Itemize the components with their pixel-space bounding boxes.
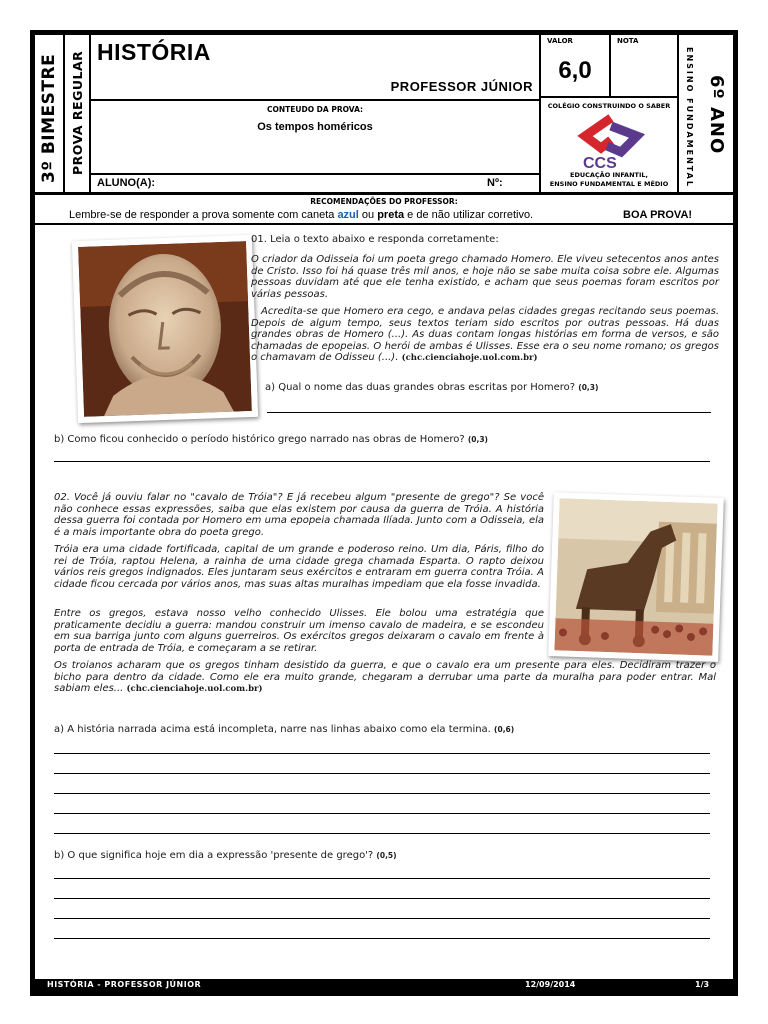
content-label: CONTEUDO DA PROVA: xyxy=(266,105,364,114)
homer-bust-photo xyxy=(72,235,258,423)
recommendations-label: RECOMENDAÇÕES DO PROFESSOR: xyxy=(310,197,458,206)
q1-question-a xyxy=(265,382,725,394)
boa-prova-label: BOA PROVA! xyxy=(623,209,693,221)
valor-box xyxy=(541,35,611,98)
q1-source: (chc.cienciahoje.uol.com.br) xyxy=(401,353,538,364)
q1-intro: 01. Leia o texto abaixo e responda corretamente: xyxy=(251,234,499,245)
q2-question-b xyxy=(54,850,714,862)
q2-paragraph-3: Entre os gregos, estava nosso velho conhecido Ulisses. Ele bolou uma estratégia que praticamente decidiu a guerra: mandou construir um imenso cavalo de madeira, e se escondeu em sua barriga junto com alguns guerreiros. Os exércitos gregos deixaram o cavalo em frente à porta de entrada de Tróia, e começaram a se retirar. xyxy=(54,608,544,654)
q1-b-points: (0,3) xyxy=(467,435,488,444)
rec-ou: ou xyxy=(358,209,378,221)
q2-a-answer-line[interactable] xyxy=(54,813,710,814)
school-name: COLÉGIO CONSTRUINDO O SABER xyxy=(547,102,671,110)
q2-b-answer-line[interactable] xyxy=(54,918,710,919)
q1-question-b xyxy=(54,434,714,446)
nota-box[interactable] xyxy=(611,35,679,98)
q1-b-text: b) Como ficou conhecido o período histórico grego narrado nas obras de Homero? xyxy=(54,434,468,445)
recommendations-text xyxy=(69,209,533,221)
nivel-label: ENSINO FUNDAMENTAL xyxy=(685,47,694,188)
student-number-field[interactable]: Nº: xyxy=(487,177,503,189)
school-logo-box xyxy=(541,98,679,192)
bimestre-label: 3º BIMESTRE xyxy=(39,53,59,183)
rec-azul: azul xyxy=(337,209,359,221)
q2-a-points: (0,6) xyxy=(494,725,515,734)
ano-label: 6º ANO xyxy=(706,75,727,155)
q1-p2-text: Acredita-se que Homero era cego, e andava pelas cidades gregas recitando seus poemas. Depois de algum tempo, seus textos teriam sido escritos por outras pessoas. Há duas grandes obras de Homero (...). As duas contam longas histórias em forma de versos, e são chamadas de epopeias. O herói de ambas é Ulisses. Esse era o seu nome romano; os gregos o chamavam de Odisseu (...). xyxy=(251,306,719,364)
rec-preta: preta xyxy=(377,209,405,221)
q2-paragraph-2: Tróia era uma cidade fortificada, capital de um grande e poderoso reino. Um dia, Páris, filho do rei de Tróia, raptou Helena, a rainha de uma cidade grega chamada Esparta. O rapto deixou vários reis gregos indignados. Eles juntaram seus exércitos e entraram em guerra contra Tróia. A cidade ficou cercada por vários anos, mas suas altas muralhas impediam que ela fosse invadida. xyxy=(54,544,544,590)
school-levels-line2: ENSINO FUNDAMENTAL E MÉDIO xyxy=(549,180,669,188)
nota-label: NOTA xyxy=(617,37,639,45)
q2-p4-text: Os troianos acharam que os gregos tinham desistido da guerra, e que o cavalo era um presente para eles. Decidiram trazer o bicho para dentro da cidade. Como ele era muito grande, chegaram a derrubar uma parte da muralha para poder entrar. Mal sabiam eles... xyxy=(54,660,716,695)
q1-a-answer-line[interactable] xyxy=(267,412,711,413)
q1-a-text: a) Qual o nome das duas grandes obras escritas por Homero? xyxy=(265,382,579,393)
q2-a-text: a) A história narrada acima está incompleta, narre nas linhas abaixo como ela termina. xyxy=(54,724,495,735)
nivel-box xyxy=(679,35,697,192)
q2-b-answer-line[interactable] xyxy=(54,938,710,939)
valor-value: 6,0 xyxy=(558,57,592,84)
q2-a-answer-line[interactable] xyxy=(54,793,710,794)
content-box xyxy=(91,101,541,175)
q2-a-answer-line[interactable] xyxy=(54,773,710,774)
title-box xyxy=(91,35,541,101)
student-box xyxy=(91,175,541,192)
subject-title: HISTÓRIA xyxy=(97,39,211,65)
q1-paragraph-2 xyxy=(251,306,719,365)
page-footer xyxy=(35,979,733,991)
valor-label: VALOR xyxy=(547,37,573,45)
prova-tipo-box xyxy=(65,35,91,192)
footer-date: 12/09/2014 xyxy=(525,980,576,989)
q2-b-points: (0,5) xyxy=(376,851,397,860)
q2-paragraph-4 xyxy=(54,660,716,696)
school-levels xyxy=(541,171,677,189)
school-logo-icon xyxy=(571,112,651,170)
content-value: Os tempos homéricos xyxy=(257,121,373,133)
footer-subject: HISTÓRIA - PROFESSOR JÚNIOR xyxy=(47,980,202,989)
q1-b-answer-line[interactable] xyxy=(54,461,710,462)
q2-b-text: b) O que significa hoje em dia a expressão 'presente de grego'? xyxy=(54,850,377,861)
q2-a-answer-line[interactable] xyxy=(54,833,710,834)
q2-b-answer-line[interactable] xyxy=(54,898,710,899)
bimestre-box xyxy=(35,35,65,192)
homer-bust-image xyxy=(78,241,252,417)
logo-text: CCS xyxy=(583,155,617,170)
q2-b-answer-line[interactable] xyxy=(54,878,710,879)
q2-paragraph-1: 02. Você já ouviu falar no "cavalo de Tróia"? E já recebeu algum "presente de grego"? Se você não conhece essas expressões, saiba que elas existem por causa da guerra de Tróia. A história dessa guerra foi contada por Homero em uma epopeia chamada Ilíada. Junto com a Odisseia, ela é a mais importante obra do poeta grego. xyxy=(54,492,544,538)
professor-name: PROFESSOR JÚNIOR xyxy=(390,79,533,94)
trojan-horse-image xyxy=(554,498,717,655)
exam-page xyxy=(30,30,738,996)
rec-text-2: e de não utilizar corretivo. xyxy=(404,209,534,221)
school-levels-line1: EDUCAÇÃO INFANTIL, xyxy=(570,171,648,179)
q1-a-points: (0,3) xyxy=(578,383,599,392)
exam-header xyxy=(35,35,733,195)
footer-page-number: 1/3 xyxy=(695,980,710,989)
recommendations-bar xyxy=(35,195,733,225)
trojan-horse-photo xyxy=(548,492,724,662)
prova-tipo-label: PROVA REGULAR xyxy=(70,50,85,175)
q2-question-a xyxy=(54,724,714,736)
q2-source: (chc.cienciahoje.uol.com.br) xyxy=(126,684,263,695)
q2-a-answer-line[interactable] xyxy=(54,753,710,754)
rec-text-1: Lembre-se de responder a prova somente com caneta xyxy=(69,209,338,221)
q1-paragraph-1: O criador da Odisseia foi um poeta grego chamado Homero. Ele viveu setecentos anos antes de Cristo. Isso foi há quase três mil anos, e hoje não se sabe muita coisa sobre ele. Algumas pessoas duvidam até que ele tenha existido, e acham que seus poemas foram escritos por várias pessoas. xyxy=(251,254,719,300)
student-name-field[interactable]: ALUNO(A): xyxy=(97,177,156,189)
ano-box xyxy=(697,35,733,192)
